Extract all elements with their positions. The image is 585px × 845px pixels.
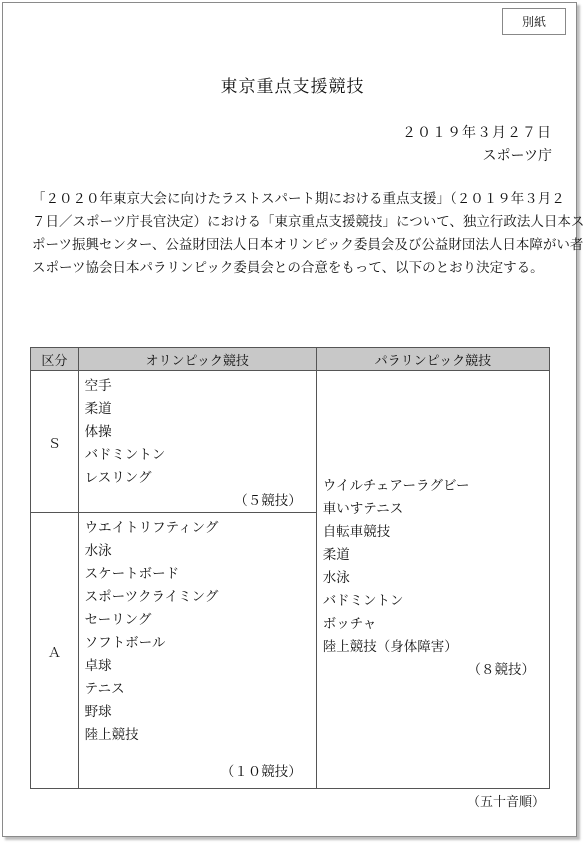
sport-item: 柔道 — [322, 547, 350, 563]
sport-item: セーリング — [84, 612, 152, 628]
attachment-label: 別紙 — [502, 8, 566, 35]
sport-item: スポーツクライミング — [84, 589, 219, 605]
sport-item: 陸上競技 — [84, 727, 139, 743]
category-a-label: Ａ — [31, 513, 79, 789]
sort-order-note: （五十音順） — [466, 795, 545, 810]
issuing-agency: スポーツ庁 — [482, 148, 552, 164]
sport-item: バドミントン — [322, 593, 404, 609]
sport-item: バドミントン — [84, 447, 166, 463]
sport-item: テニス — [84, 681, 125, 697]
sports-table — [30, 347, 550, 789]
olympic-a-count: （１０競技） — [220, 764, 302, 780]
sport-item: 水泳 — [84, 543, 112, 559]
sport-item: 車いすテニス — [322, 501, 404, 517]
header-paralympic: パラリンピック競技 — [316, 348, 549, 371]
sport-item: レスリング — [84, 470, 152, 486]
olympic-s-count: （５競技） — [234, 493, 302, 509]
paralympic-list — [317, 371, 549, 659]
paragraph-line: ７日／スポーツ庁長官決定）における「東京重点支援競技」について、独立行政法人日本ス — [32, 214, 585, 230]
header-category: 区分 — [31, 348, 79, 371]
document-title: 東京重点支援競技 — [220, 77, 365, 97]
table-header-row — [31, 348, 550, 371]
olympic-s-cell — [78, 371, 316, 513]
sport-item: 空手 — [84, 378, 112, 394]
header-olympic: オリンピック競技 — [78, 348, 316, 371]
sport-item: ウイルチェアーラグビー — [322, 478, 470, 494]
paralympic-count: （８競技） — [467, 662, 535, 678]
sport-item: スケートボード — [84, 566, 180, 582]
sport-item: 自転車競技 — [322, 524, 391, 540]
paragraph-line: 「２０２０年東京大会に向けたラストスパート期における重点支援」（２０１９年３月２ — [32, 191, 565, 207]
sport-item: 野球 — [84, 704, 112, 720]
sport-item: 水泳 — [322, 570, 350, 586]
paralympic-cell — [316, 371, 549, 789]
table-row-s — [31, 371, 550, 513]
paragraph-line: ポーツ振興センター、公益財団法人日本オリンピック委員会及び公益財団法人日本障がい者 — [32, 237, 584, 253]
olympic-s-list — [79, 371, 316, 490]
olympic-a-cell — [78, 513, 316, 789]
olympic-a-list — [79, 513, 316, 747]
sport-item: ソフトボール — [84, 635, 166, 651]
sport-item: 陸上競技（身体障害） — [322, 639, 458, 655]
sport-item: 体操 — [84, 424, 112, 440]
category-s-label: Ｓ — [31, 371, 79, 513]
document-date: ２０１９年３月２７日 — [402, 125, 552, 141]
sport-item: ボッチャ — [322, 616, 377, 632]
paragraph-line: スポーツ協会日本パラリンピック委員会との合意をもって、以下のとおり決定する。 — [32, 260, 544, 276]
sport-item: ウエイトリフティング — [84, 520, 219, 536]
intro-paragraph — [32, 188, 585, 280]
sport-item: 柔道 — [84, 401, 112, 417]
sport-item: 卓球 — [84, 658, 112, 674]
